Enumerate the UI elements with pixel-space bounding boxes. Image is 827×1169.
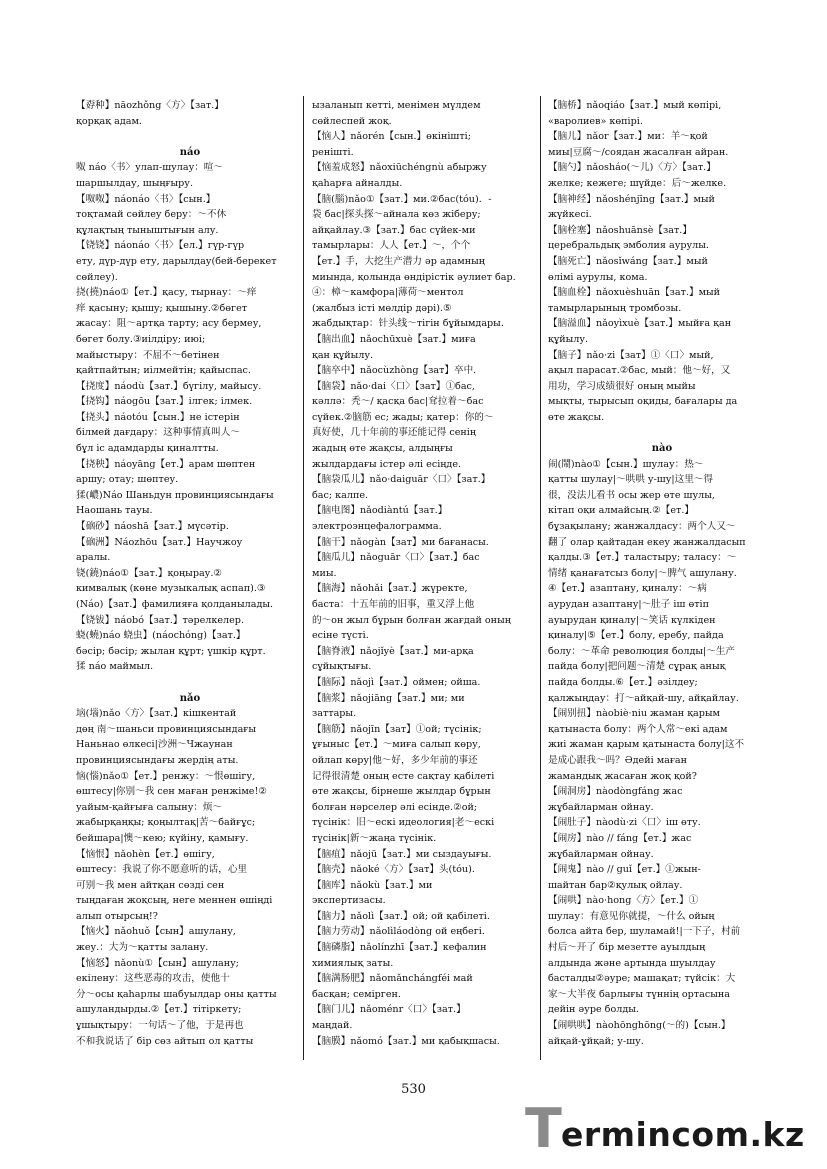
entry-line: кәллә：秃～/ қасқа бас|耷拉着～бас (312, 396, 484, 408)
entry-line: 【脑膜】nǎomó【зат.】ми қабықшасы. (312, 1035, 500, 1047)
entry-line: ақыл парасат.②бас, мый：他～好，又 (548, 365, 731, 377)
entry-line: 翻了 олар қайтадан екеу жанжалдасып (548, 536, 746, 548)
entry-line: майыстыру：不屈不～бетінен (76, 349, 220, 361)
entry-line: шаршылдау, шыңғыру. (76, 177, 193, 189)
entry-line: қиналу|⑤【ет.】болу, еребу, пайда (548, 630, 724, 642)
entry-line: пайда болу|把问题～清楚 сұрақ анық (548, 661, 726, 673)
entry-line: жабырқаңқы; қоңылтақ|苦～байғұс; (76, 817, 256, 829)
entry-line: сөйлеспей жоқ. (312, 115, 392, 127)
entry-line: білмей дағдару：这种事情真叫人～ (76, 427, 240, 439)
entry-line: 【脑力劳动】nǎolìláodòng ой еңбегі. (312, 926, 485, 938)
entry-line: сүйек.②脑筋 ес; жады; қатер：你的～ (312, 411, 494, 423)
entry-line: 的～он жыл бұрын болған жағдай оның (312, 614, 511, 626)
entry-line: бәсір; бәсір; жылан құрт; үшкір құрт. (76, 645, 266, 657)
logo-text: ermincom.kz (561, 1115, 805, 1154)
entry-line: аршу; отау; шөптеу. (76, 474, 179, 486)
entry-line: 【ет.】手，大挖生产潜力 әр адамның (312, 255, 485, 267)
entry-line: бас; калпе. (312, 489, 369, 501)
entry-line: өштесу|你别～我 сен маған ренжіме!② (76, 786, 267, 798)
section-heading: náo (179, 146, 201, 158)
entry-line (76, 129, 304, 145)
entry-line: түсінік：旧～ескі идеология|老～ескі (312, 817, 495, 829)
entry-line (76, 675, 304, 691)
entry-line: ойлап көру|他～好，多少年前的事还 (312, 754, 478, 766)
entry-line: жылдардағы істер әлі есіңде. (312, 458, 462, 470)
entry-line: 【恼羞成怒】nǎoxiūchéngnù абыржу (312, 162, 487, 174)
entry-line: 【挠秧】náoyāng【ет.】арам шөптен (76, 458, 256, 470)
entry-line: екілену：这些恶毒的攻击，使他十 (76, 973, 230, 985)
entry-line: 【脑门儿】nǎoménr〈口〉【зат.】 (312, 1004, 466, 1016)
entry-line: ④：樟～камфора|薄荷～ментол (312, 287, 464, 299)
entry-line: 【闹哄哄】nàohōnghōng(～的)【сын.】 (548, 1020, 731, 1032)
entry-line: 【脑儿】nǎor【зат.】ми：羊～қой (548, 131, 708, 143)
entry-line: 可别～我 мен айтқан сөзді сен (76, 879, 225, 891)
entry-line: 猱(嶩)Náo Шаньдун провинциясындағы (76, 489, 274, 501)
entry-line: алып отырсың!? (76, 910, 158, 922)
entry-line: 【恼恨】nǎohèn【ет.】өшігу, (76, 848, 215, 860)
entry-line (548, 425, 776, 441)
entry-line: заттары. (312, 708, 357, 720)
entry-line: қан құйылу. (312, 349, 374, 361)
entry-line: (Náo)【зат.】фамилияға қолданылады. (76, 599, 274, 610)
entry-line: 【闹洞房】nàodòngfáng жас (548, 786, 683, 798)
entry-line: дөң 南～шаньси провинциясындағы (76, 723, 256, 735)
entry-line: Наошань тауы. (76, 505, 153, 517)
entry-line: 【脑(腦)nǎo①【зат.】ми.②бас(tóu)．- (312, 193, 492, 205)
entry-line: ету, дүр-дүр ету, дарылдау(бей-берекет (76, 255, 277, 267)
entry-line: 【闹房】nào // fáng【ет.】жас (548, 832, 692, 844)
entry-line: 【脑电图】nǎodiàntú【зат.】 (312, 505, 448, 517)
entry-line: сөйлеу). (76, 271, 118, 283)
entry-line: 记得很清楚 оның есте сақтау қабілеті (312, 770, 495, 782)
entry-line: сұйықтығы. (312, 661, 372, 673)
entry-line: қорқақ адам. (76, 115, 142, 127)
entry-line: 【脑袋】nǎo·dai〈口〉【зат】①бас, (312, 380, 475, 392)
entry-line: химиялық заты. (312, 957, 394, 969)
column-left (76, 98, 304, 1049)
entry-line: 【挠钩】náogōu【зат.】ілгек; ілмек. (76, 396, 253, 408)
entry-line: тоқтамай сөйлеу беру：～不休 (76, 209, 227, 221)
entry-line: бөгет болу.③иілдіру; июі; (76, 333, 206, 345)
entry-line: өте жақсы. (548, 411, 605, 423)
entry-line: айқай-ұйқай; у-шу. (548, 1035, 644, 1047)
entry-line: басқан; семірген. (312, 988, 401, 1000)
entry-line: болған нәрселер әлі есінде.②ой; (312, 801, 478, 813)
entry-line: 【脑栓塞】nǎoshuānsè【зат.】 (548, 224, 692, 236)
entry-line: 【脑脊液】nǎojǐyè【зат.】ми-арқа (312, 645, 474, 657)
entry-line: 【脑海】nǎohǎi【зат.】жүректе, (312, 583, 468, 595)
entry-line: 呶 náo〈书〉улап-шулау：喧～ (76, 162, 223, 174)
entry-line: кітап оқи алмайсың.②【ет.】 (548, 505, 694, 517)
entry-line: 【脑磷脂】nǎolínzhī【зат.】кефалин (312, 942, 487, 954)
page-number: 530 (401, 1082, 426, 1097)
termincom-logo[interactable] (525, 1097, 810, 1160)
entry-line: (жалбыз істі мөлдір дәрі).⑤ (312, 302, 452, 314)
entry-line: 【脑血栓】nǎoxuèshuān【зат.】мый (548, 287, 721, 299)
entry-line: қатынаста болу：两个人常～екі адам (548, 723, 728, 735)
entry-line: 村后～开了 бір мезетте ауылдың (548, 942, 706, 954)
entry-line: 猱 náo маймыл. (76, 661, 154, 673)
entry-line: құйылу. (548, 333, 589, 345)
entry-line: жүйкесі. (548, 209, 592, 221)
entry-line: 【脑际】nǎojì【зат.】оймен; ойша. (312, 676, 481, 688)
entry-line: 【脑满肠肥】nǎomǎnchángféi май (312, 973, 473, 985)
column-divider (540, 96, 541, 1060)
entry-line: 【脑筋】nǎojīn【зат】①ой; түсінік; (312, 723, 482, 735)
entry-line: 【脑袋瓜儿】nǎo·daiguār〈口〉【зат.】 (312, 474, 491, 486)
entry-line: ұшықтыру：一句话～了他，于是再也 (76, 1020, 244, 1032)
entry-line: өте жақсы, бірнеше жылдар бұрын (312, 786, 491, 798)
entry-line: 【闹哄】nào·hong〈方〉【ет.】① (548, 895, 699, 907)
entry-line: өлімі аурулы, кома. (548, 271, 648, 283)
entry-line: мықты, тырысып оқиды, бағалары да (548, 396, 738, 408)
entry-line: жиі жаман қарым қатынаста болу|这不 (548, 739, 745, 751)
entry-line: миы|豆腐～/соядан жасалған айран. (548, 146, 729, 158)
entry-line: 【铙铙】náonáo〈书〉【ел.】гүр-гүр (76, 240, 245, 252)
entry-line: Наньнао өлкесі|沙洲～Чжаунан (76, 739, 233, 751)
entry-line: 痒 қасыну; қышу; қышыну.②бөгет (76, 302, 248, 314)
entry-line: пайда болды.⑥【ет.】әзілдеу; (548, 676, 698, 688)
entry-line: қалды.③【ет.】таластыру; таласу：～ (548, 552, 737, 564)
entry-line: 【脑勺】nǎosháo(～儿)〈方〉【зат.】 (548, 162, 716, 174)
entry-line: 恼(惱)nǎo①【ет.】ренжу：～恨өшігу, (76, 770, 256, 782)
entry-line: тыңдаған жоқсың, неге меннен өшіңді (76, 895, 273, 907)
entry-line: баста：十五年前的旧事，重又浮上他 (312, 599, 475, 610)
entry-line: шулау：有意见你就提，～什么 ойың (548, 910, 715, 922)
entry-line: 【闹肚子】nàodù·zi〈口〉іш өту. (548, 817, 701, 829)
entry-line: 【脑死亡】nǎosǐwáng【зат.】мый (548, 255, 708, 267)
entry-line: 不和我说话了 бір сөз айтып ол қатты (76, 1035, 254, 1047)
entry-line: ренішті. (312, 146, 354, 158)
entry-line: ызаланып кетті, менімен мүлдем (312, 100, 481, 111)
entry-line: ұғыныс【ет.】～миға салып көру, (312, 739, 481, 751)
entry-line: 分～осы қаһарлы шабуылдар оны қатты (76, 988, 277, 1000)
entry-line: провинциясындағы жердің аты. (76, 754, 239, 766)
entry-line: бұл іс адамдарды қиналтты. (76, 443, 219, 455)
entry-line: басталды②әуре; машақат; түйсік：大 (548, 973, 736, 985)
entry-line: бұзақылану; жанжалдасу：两个人又～ (548, 521, 736, 533)
entry-line: миында, қолында өндірістік әулиет бар. (312, 271, 516, 283)
entry-line: жабдықтар：针头线～тігін бұйымдары. (312, 318, 504, 330)
entry-line: тамырларының тромбозы. (548, 302, 682, 314)
entry-line: 蛲(蟯)náo 蛲虫】(náochóng)【зат.】 (76, 630, 246, 642)
entry-line: 袋 бас|探头探～айнала көз жіберу; (312, 209, 481, 221)
entry-line: 【呶呶】náonáo〈书〉【сын.】 (76, 193, 216, 205)
entry-line: 挠(撓)náo①【ет.】қасу, тырнау：～痒 (76, 287, 257, 299)
entry-line: ④【ет.】азаптану, қиналу：～病 (548, 583, 707, 595)
entry-line: желке; кежеге; шүйде：后～желке. (548, 177, 727, 189)
entry-line: 【硇砂】náoshā【зат.】мүсәтір. (76, 521, 229, 533)
entry-line: түсінік|新～жаңа түсінік. (312, 832, 437, 844)
entry-line: өштесу：我说了你不愿意听的话，心里 (76, 864, 248, 876)
entry-line: құлақтың тыныштығын алу. (76, 224, 219, 236)
entry-line: 【脑卒中】nǎocùzhòng【зат】卒中. (312, 365, 477, 377)
entry-line: церебральдық эмболия аурулы. (548, 240, 709, 252)
entry-line: миы. (312, 567, 337, 579)
entry-line: қатты шулау|～哄哄 у-шу|这里～得 (548, 474, 713, 486)
entry-line: 【脑桥】nǎoqiáo【зат.】мый көпірі, (548, 100, 722, 111)
entry-line: 【硇洲】Náozhōu【зат.】Научжоу (76, 536, 243, 548)
entry-line: қаһарға айналды. (312, 177, 403, 189)
entry-line: 【脑壳】nǎoké〈方〉【зат】头(tóu). (312, 864, 475, 876)
entry-line: шайтан бар②қулық ойлау. (548, 879, 683, 891)
entry-line: 是成心跟我～吗？Әдейі маған (548, 754, 688, 766)
entry-line: болу：～革命 революция болды|～生产 (548, 645, 736, 657)
entry-line: ауырудан қиналу|～笑话 күлкіден (548, 614, 716, 626)
section-heading: nǎo (179, 692, 201, 704)
entry-line: 家～大半夜 барлығы түннің ортасына (548, 988, 730, 1000)
entry-line: электроэнцефалограмма. (312, 521, 442, 533)
entry-line: жадың өте жақсы, алдыңғы (312, 443, 453, 455)
entry-line: 【闹别扭】nàobiè·niu жаман қарым (548, 708, 720, 720)
entry-line: 很，没法儿看书 осы жер өте шулы, (548, 489, 715, 501)
entry-line: жасау：阻～артқа тарту; асу бермеу, (76, 318, 262, 330)
entry-line: жұбайларман ойнау. (548, 848, 654, 860)
entry-line: 【恼人】nǎorén【сын.】өкінішті; (312, 131, 471, 143)
entry-line: кимвалық (көне музыкалық аспап).③ (76, 583, 266, 595)
entry-line: уайым-қайғыға салыну：烦～ (76, 801, 223, 813)
entry-line: ашуландырды.②【ет.】тітіркету; (76, 1004, 242, 1016)
entry-line: 【挠头】náotóu【сын.】не істерін (76, 411, 240, 423)
entry-line: 情绪 қанағатсыз болу|～脾气 ашулану. (548, 567, 737, 579)
entry-line: жамандық жасаған жоқ қой? (548, 770, 697, 782)
entry-line: 用功，学习成绩很好 оның мыйы (548, 380, 696, 392)
column-right (548, 98, 776, 1049)
entry-line: 真好使，几十年前的事还能记得 сенің (312, 427, 477, 439)
entry-line: 【孬种】nāozhǒng〈方〉【зат.】 (76, 100, 224, 111)
entry-line: 铙(鐃)náo①【зат.】қоңырау.② (76, 567, 222, 579)
entry-line: тамырлары：人人【ет.】～，个个 (312, 240, 471, 252)
entry-line: маңдай. (312, 1020, 353, 1032)
entry-line: 垴(堖)nǎo〈方〉【зат.】кішкентай (76, 708, 237, 720)
entry-line: қалжыңдау：打～айқай-шу, айқайлау. (548, 692, 739, 704)
entry-line: 【脑神经】nǎoshénjīng【зат.】мый (548, 193, 715, 205)
entry-line: айқайлау.③【зат.】бас сүйек-ми (312, 224, 476, 236)
logo-mark: T (525, 1097, 562, 1160)
entry-line: 【脑溢血】nǎoyìxuè【зат.】мыйға қан (548, 318, 732, 330)
entry-line: жұбайларман ойнау. (548, 801, 654, 813)
entry-line: қайтпайтын; иілмейтін; қайыспас. (76, 365, 251, 377)
entry-line: бейшара|懊～кею; күйіну, қамығу. (76, 832, 249, 844)
entry-line: дейін әуре болды. (548, 1004, 639, 1016)
entry-line: 【脑干】nǎogàn【зат】ми бағанасы. (312, 536, 489, 548)
entry-line: 【铙钹】náobó【зат.】тәрелкелер. (76, 614, 244, 626)
entry-line: 【恼怒】nǎonù①【сын】ашулану; (76, 957, 239, 969)
entry-line: 【脑浆】nǎojiāng【зат.】ми; ми (312, 692, 465, 704)
entry-line: экспертизасы. (312, 895, 386, 907)
entry-line: 【脑瓜儿】nǎoguār〈口〉【зат.】бас (312, 552, 480, 564)
entry-line: 【闹鬼】nào // guǐ【ет.】①жын- (548, 864, 701, 876)
entry-line: аурудан азаптану|～肚子 іш өтіп (548, 599, 709, 610)
entry-line: 【脑疽】nǎojū【зат.】ми сыздауығы. (312, 848, 492, 860)
entry-line: «варолиев» көпірі. (548, 115, 643, 127)
column-middle (312, 98, 540, 1049)
entry-line: болса айта бер, шуламай!|一下子，村前 (548, 926, 741, 938)
entry-line: 闹(鬧)nào①【сын.】шулау：热～ (548, 458, 704, 470)
entry-line: есіне түсті. (312, 630, 369, 642)
column-divider (303, 96, 304, 1060)
entry-line: 【脑出血】nǎochūxuè【зат.】миға (312, 333, 476, 345)
entry-line: алдында және артында шуылдау (548, 957, 716, 969)
entry-line: аралы. (76, 552, 111, 564)
entry-line: жеу.：大为～қатты залану. (76, 942, 209, 954)
entry-line: 【脑力】nǎolì【зат.】ой; ой қабілеті. (312, 910, 490, 922)
entry-line: 【恼火】nǎohuǒ【сын】ашулану, (76, 926, 236, 938)
entry-line: 【挠度】náodù【зат.】бүгілу, майысу. (76, 380, 262, 392)
entry-line: 【脑库】nǎokù【зат.】ми (312, 879, 433, 891)
section-heading: nào (651, 443, 673, 455)
entry-line: 【脑子】nǎo·zi【зат】①〈口〉мый, (548, 349, 714, 361)
